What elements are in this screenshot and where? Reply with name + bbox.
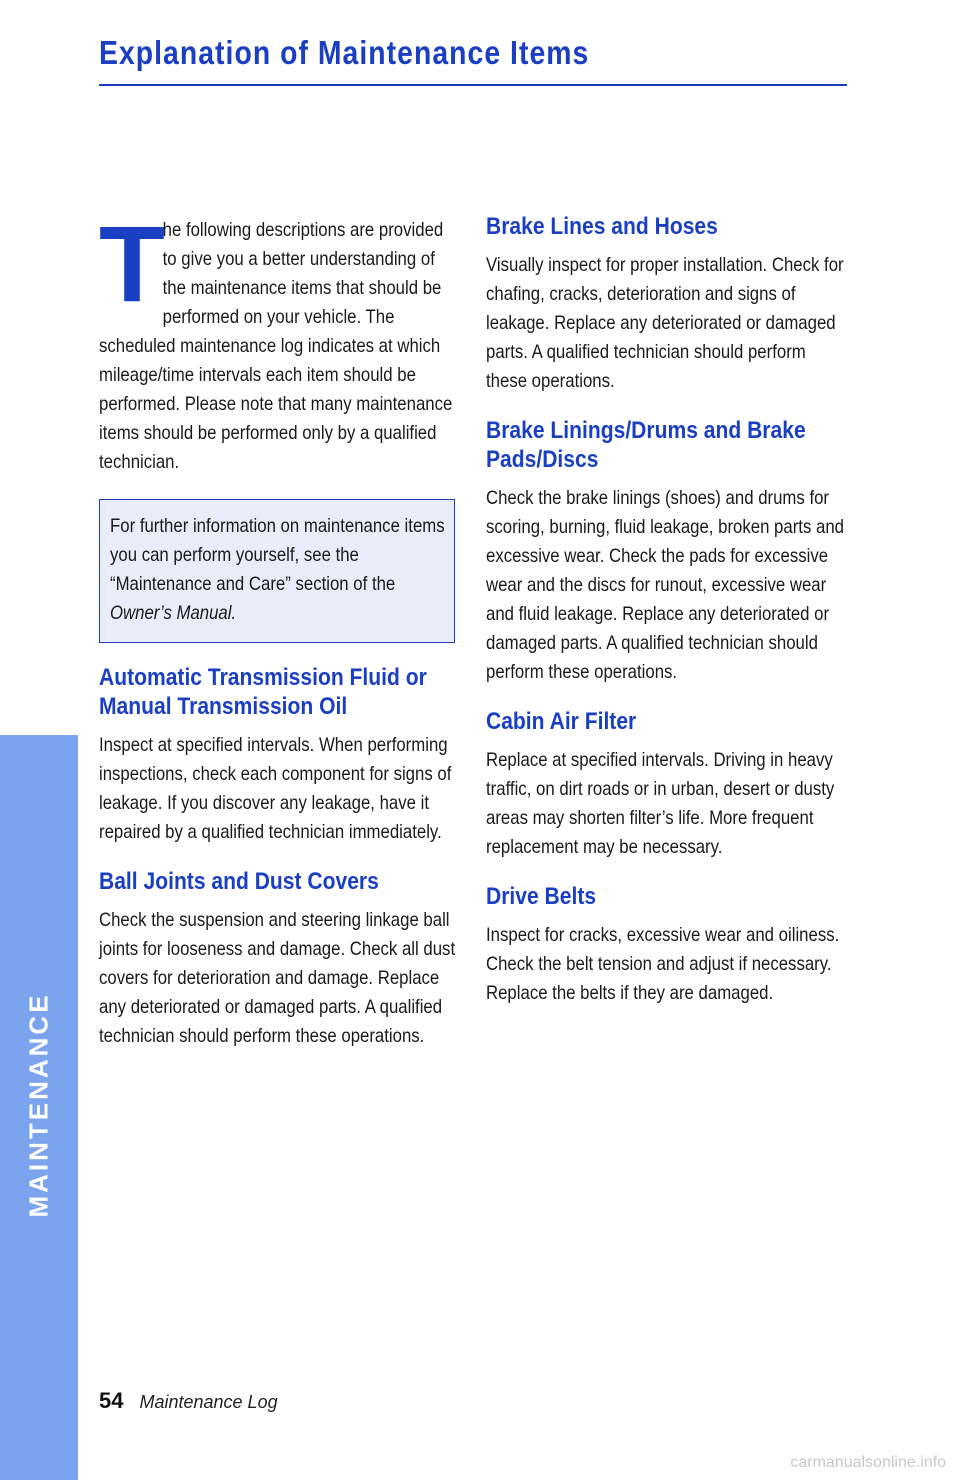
drop-cap: T [99,203,165,324]
section-body: Replace at specified intervals. Driving in heavy traffic, on dirt roads or in urban, desert or dusty areas may shorten filter’s life. More frequent replacement may be necessary. [486,749,835,858]
page-title: Explanation of Maintenance Items [99,34,590,71]
sidebar-label: MAINTENANCE [23,992,54,1218]
left-column [99,203,459,1051]
intro-text: he following descriptions are provided to give you a better understanding of the maintenance items that should be performed on your vehicle. The scheduled maintenance log indicates at which mileage/time intervals each item should be performed. Please note that many maintenance items should be performed only by a qualified technician. [99,219,453,473]
section-brake-lines [486,212,846,396]
section-body: Inspect at specified intervals. When performing inspections, check each component for signs of leakage. If you discover any leakage, have it repaired by a qualified technician immediately. [99,734,452,843]
section-heading: Brake Linings/Drums and Brake Pads/Discs [486,417,806,473]
section-heading: Brake Lines and Hoses [486,213,718,240]
owners-manual-reference: Owner’s Manual. [110,602,237,624]
section-body: Inspect for cracks, excessive wear and oiliness. Check the belt tension and adjust if necessary. Replace the belts if they are damaged. [486,924,840,1004]
section-heading: Ball Joints and Dust Covers [99,868,379,895]
section-brake-linings [486,416,846,687]
note-text-main: For further information on maintenance items you can perform yourself, see the “Maintenance and Care” section of the [110,515,445,595]
section-body: Check the brake linings (shoes) and drums for scoring, burning, fluid leakage, broken parts and excessive wear. Check the pads for excessive wear and the discs for runout, excessive wear and fluid leakage. Replace any deteriorated or damaged parts. A qualified technician should perform these operations. [486,487,844,683]
section-drive-belts [486,882,846,1008]
section-heading: Automatic Transmission Fluid or Manual Transmission Oil [99,664,427,720]
intro-paragraph [99,203,459,477]
page-number: 54 [99,1388,124,1413]
section-cabin-air-filter [486,707,846,862]
section-ball-joints [99,867,459,1051]
page-footer [99,1388,278,1414]
note-text [110,512,456,628]
note-box [99,499,455,643]
section-heading: Drive Belts [486,883,597,910]
section-transmission [99,663,459,847]
title-divider [99,84,847,86]
footer-label: Maintenance Log [139,1392,278,1412]
right-column [486,212,846,1008]
section-body: Check the suspension and steering linkage ball joints for looseness and damage. Check all dust covers for deterioration and damage. Replace any deteriorated or damaged parts. A qualified technician should perform these operations. [99,909,456,1047]
section-body: Visually inspect for proper installation. Check for chafing, cracks, deterioration and signs of leakage. Replace any deteriorated or damaged parts. A qualified technician should perform these operations. [486,254,844,392]
section-heading: Cabin Air Filter [486,708,637,735]
watermark: carmanualsonline.info [790,1454,946,1471]
